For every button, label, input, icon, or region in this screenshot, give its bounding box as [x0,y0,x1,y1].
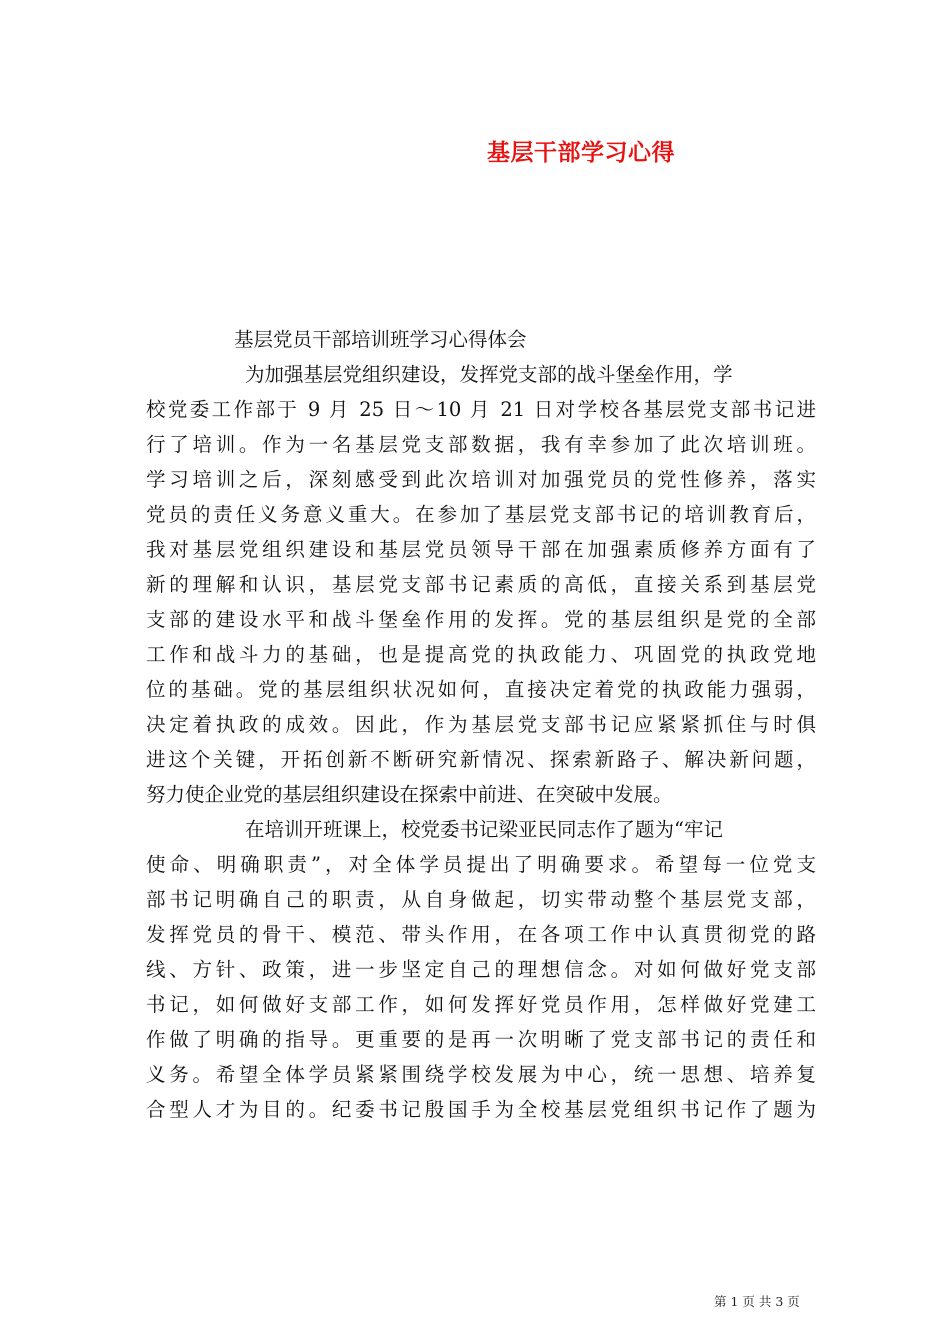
paragraph-line: 努力使企业党的基层组织建设在探索中前进、在突破中发展。 [146,783,673,806]
paragraph-line: 为加强基层党组织建设，发挥党支部的战斗堡垒作用，学 [245,363,733,386]
paragraph-line: 党员的责任义务意义重大。在参加了基层党支部书记的培训教育后， [146,503,816,526]
paragraph-line: 新的理解和认识，基层党支部书记素质的高低，直接关系到基层党 [146,573,816,596]
paragraph-line: 支部的建设水平和战斗堡垒作用的发挥。党的基层组织是党的全部 [146,608,816,631]
paragraph-line: 位的基础。党的基层组织状况如何，直接决定着党的执政能力强弱， [146,678,816,701]
paragraph-1 [146,357,816,812]
paragraph-line: 作做了明确的指导。更重要的是再一次明晰了党支部书记的责任和 [146,1028,816,1051]
paragraph-line: 义务。希望全体学员紧紧围绕学校发展为中心，统一思想、培养复 [146,1063,816,1086]
paragraph-line: 在培训开班课上，校党委书记梁亚民同志作了题为“牢记 [245,818,723,841]
page-number-footer: 第 1 页 共 3 页 [714,1294,800,1309]
paragraph-line: 使命、明确职责”，对全体学员提出了明确要求。希望每一位党支 [146,853,816,876]
document-body [146,322,816,1127]
paragraph-line: 合型人才为目的。纪委书记殷国手为全校基层党组织书记作了题为 [146,1098,816,1121]
paragraph-line: 进这个关键，开拓创新不断研究新情况、探索新路子、解决新问题， [146,748,816,771]
paragraph-line: 校党委工作部于 9 月 25 日～10 月 21 日对学校各基层党支部书记进 [146,398,816,421]
paragraph-line: 决定着执政的成效。因此，作为基层党支部书记应紧紧抓住与时俱 [146,713,816,736]
paragraph-line: 学习培训之后，深刻感受到此次培训对加强党员的党性修养，落实 [146,468,816,491]
document-subtitle: 基层党员干部培训班学习心得体会 [234,328,527,351]
document-title: 基层干部学习心得 [487,139,675,166]
paragraph-line: 发挥党员的骨干、模范、带头作用，在各项工作中认真贯彻党的路 [146,923,816,946]
paragraph-line: 行了培训。作为一名基层党支部数据，我有幸参加了此次培训班。 [146,433,816,456]
paragraph-2 [146,812,816,1127]
paragraph-line: 部书记明确自己的职责，从自身做起，切实带动整个基层党支部， [146,888,816,911]
paragraph-line: 工作和战斗力的基础，也是提高党的执政能力、巩固党的执政党地 [146,643,816,666]
paragraph-line: 线、方针、政策，进一步坚定自己的理想信念。对如何做好党支部 [146,958,816,981]
paragraph-line: 我对基层党组织建设和基层党员领导干部在加强素质修养方面有了 [146,538,816,561]
paragraph-line: 书记，如何做好支部工作，如何发挥好党员作用，怎样做好党建工 [146,993,816,1016]
